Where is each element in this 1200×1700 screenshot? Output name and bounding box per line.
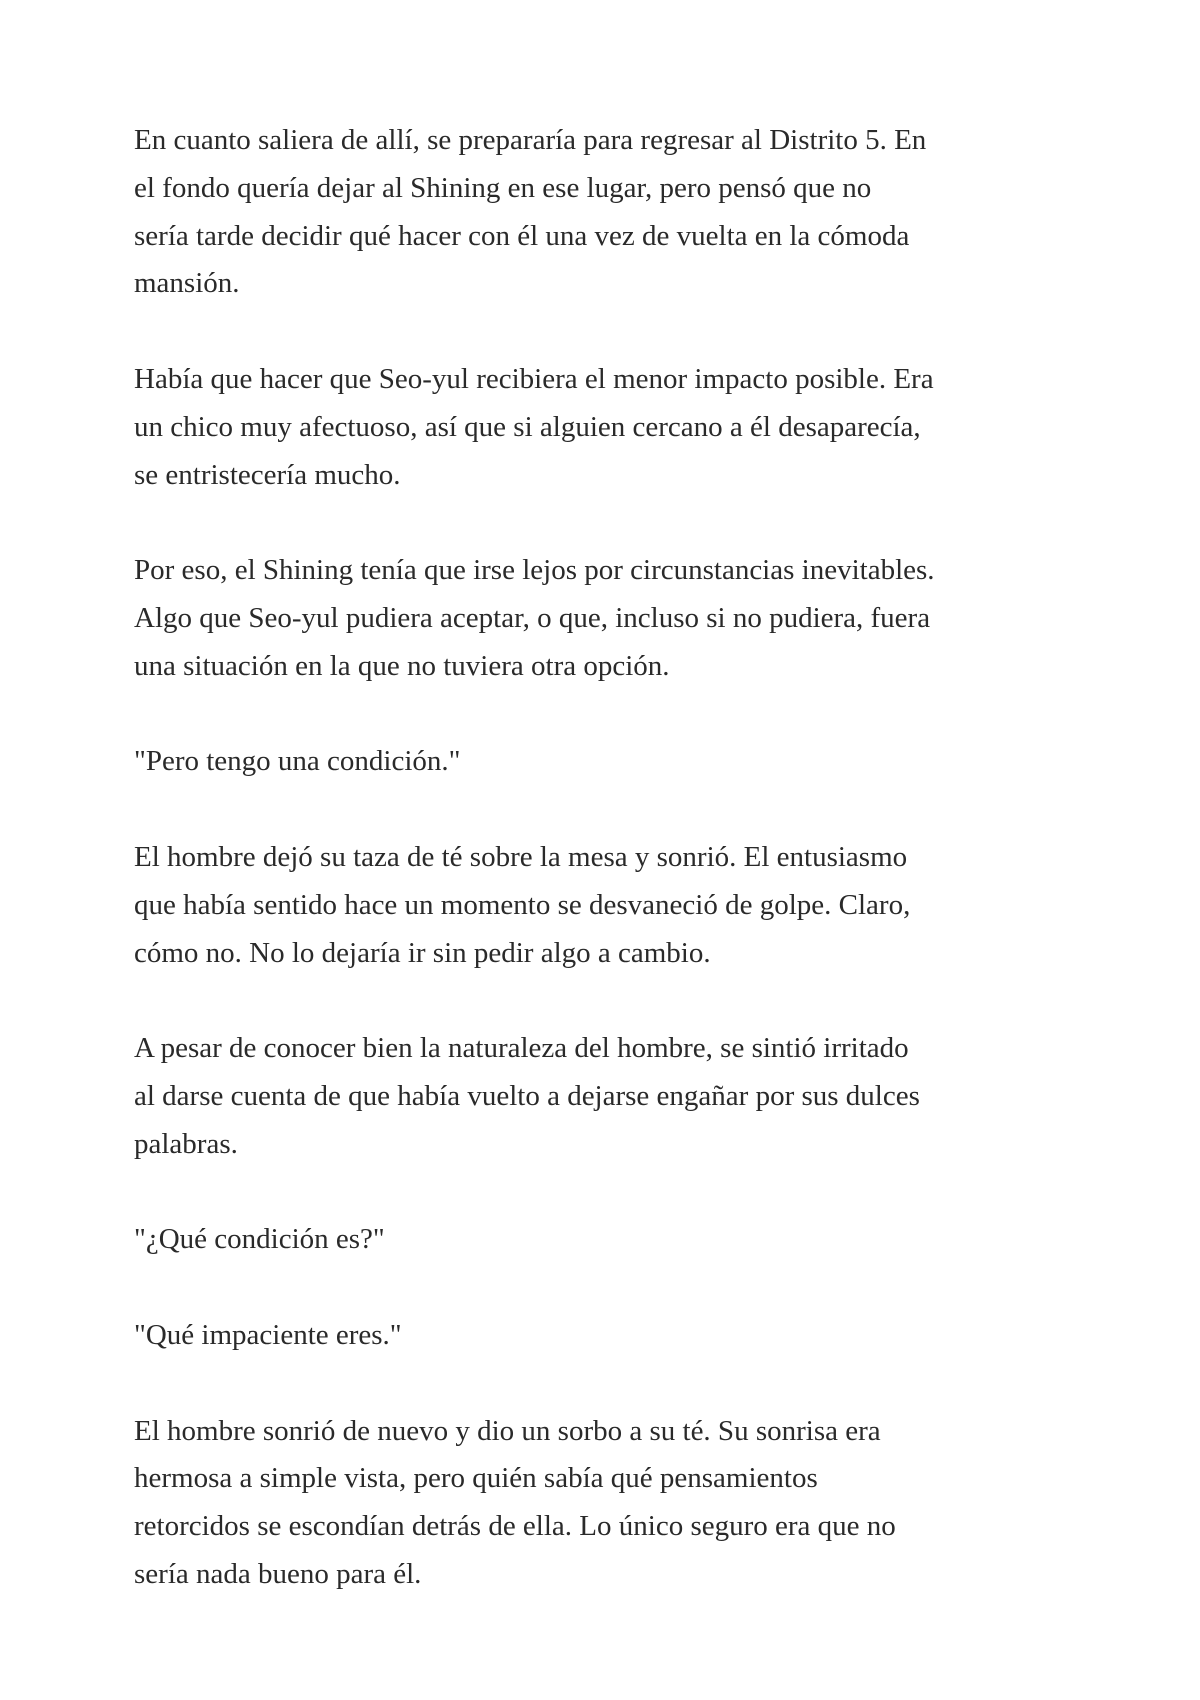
document-page: [134, 117, 1134, 1647]
text-line: En cuanto saliera de allí, se prepararía para regresar al Distrito 5. En: [134, 124, 927, 156]
text-line: Por eso, el Shining tenía que irse lejos por circunstancias inevitables.: [134, 554, 935, 587]
text-line: sería nada bueno para él.: [134, 1557, 422, 1590]
text-line: el fondo quería dejar al Shining en ese lugar, pero pensó que no: [134, 171, 872, 204]
text-line: retorcidos se escondían detrás de ella. Lo único seguro era que no: [134, 1510, 896, 1543]
text-line: hermosa a simple vista, pero quién sabía qué pensamientos: [134, 1462, 818, 1495]
paragraph: [134, 1025, 1134, 1168]
text-line: mansión.: [134, 267, 240, 300]
paragraph: [134, 356, 1134, 499]
text-line: El hombre dejó su taza de té sobre la mesa y sonrió. El entusiasmo: [134, 840, 908, 873]
text-line: "Qué impaciente eres.": [134, 1318, 402, 1351]
text-line: Había que hacer que Seo-yul recibiera el menor impacto posible. Era: [134, 362, 934, 395]
text-line: una situación en la que no tuviera otra opción.: [134, 649, 670, 682]
paragraph: [134, 547, 1134, 690]
text-line: Algo que Seo-yul pudiera aceptar, o que, incluso si no pudiera, fuera: [134, 601, 931, 634]
text-line: sería tarde decidir qué hacer con él una vez de vuelta en la cómoda: [134, 219, 910, 252]
paragraph: [134, 1216, 1134, 1264]
text-line: que había sentido hace un momento se desvaneció de golpe. Claro,: [134, 888, 911, 921]
text-line: cómo no. No lo dejaría ir sin pedir algo a cambio.: [134, 936, 711, 969]
text-line: palabras.: [134, 1127, 238, 1160]
text-line: "Pero tengo una condición.": [134, 745, 461, 778]
text-line: "¿Qué condición es?": [134, 1223, 385, 1256]
paragraph: [134, 117, 1134, 308]
paragraph: [134, 834, 1134, 977]
paragraph: [134, 738, 1134, 786]
text-line: al darse cuenta de que había vuelto a dejarse engañar por sus dulces: [134, 1079, 920, 1112]
text-line: El hombre sonrió de nuevo y dio un sorbo a su té. Su sonrisa era: [134, 1414, 881, 1447]
text-line: se entristecería mucho.: [134, 458, 401, 491]
text-line: un chico muy afectuoso, así que si alguien cercano a él desaparecía,: [134, 410, 921, 443]
paragraph: [134, 1312, 1134, 1360]
paragraph: [134, 1408, 1134, 1599]
text-line: A pesar de conocer bien la naturaleza del hombre, se sintió irritado: [134, 1032, 909, 1065]
